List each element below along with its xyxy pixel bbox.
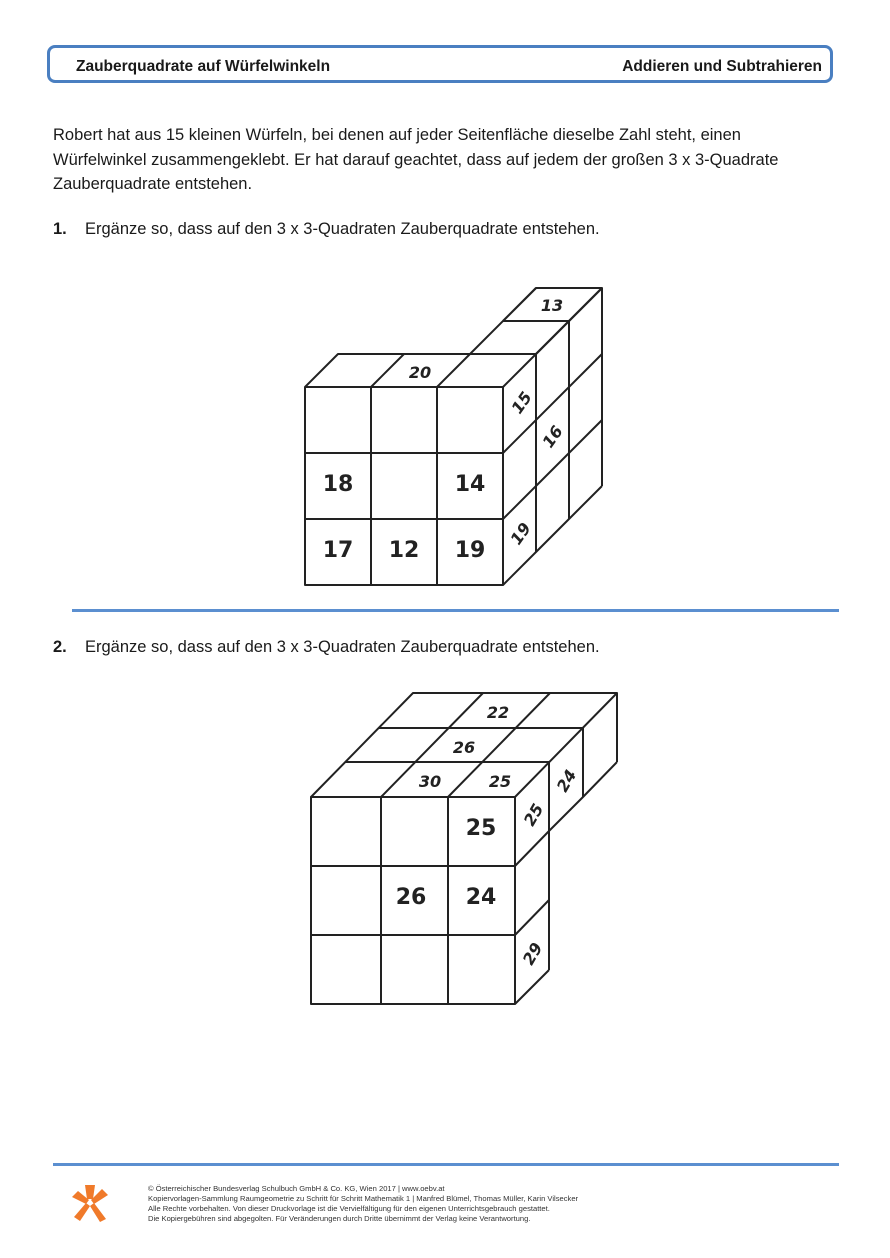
task-text: Ergänze so, dass auf den 3 x 3-Quadraten Zauberquadrate entstehen. [85, 220, 600, 238]
intro-line: Zauberquadrate entstehen. [53, 175, 253, 193]
top-label: 25 [488, 772, 512, 791]
footer-line: © Österreichischer Bundesverlag Schulbuch GmbH & Co. KG, Wien 2017 | www.oebv.at [148, 1184, 445, 1193]
top-label: 30 [418, 772, 442, 791]
tower-top-label: 13 [540, 296, 564, 315]
intro-line: Würfelwinkel zusammengeklebt. Er hat darauf geachtet, dass auf jedem der großen 3 x 3-Quadrate [53, 150, 779, 169]
header-title: Zauberquadrate auf Würfelwinkeln [76, 58, 331, 75]
side-label: 24 [552, 766, 581, 796]
side-label: 16 [538, 422, 567, 452]
front-cell: 18 [322, 472, 354, 497]
publisher-logo-icon [70, 1183, 110, 1223]
front-cell: 26 [395, 885, 427, 910]
front-cell: 17 [322, 538, 354, 563]
task-text: Ergänze so, dass auf den 3 x 3-Quadraten Zauberquadrate entstehen. [85, 638, 600, 656]
footer-line: Alle Rechte vorbehalten. Von dieser Druckvorlage ist die Vervielfältigung für den eigenen Unterrichtsgebrauch gestattet. [148, 1204, 550, 1213]
task-number: 2. [53, 638, 67, 656]
side-label: 19 [506, 519, 535, 549]
front-cell: 12 [388, 538, 420, 563]
footer-line: Kopiervorlagen-Sammlung Raumgeometrie zu Schritt für Schritt Mathematik 1 | Manfred Blümel, Thomas Müller, Karin Vilsecker [148, 1194, 579, 1203]
front-cell: 25 [465, 816, 497, 841]
side-label: 25 [519, 800, 548, 830]
task-number: 1. [53, 220, 67, 238]
side-label: 15 [507, 388, 536, 418]
footer-divider [53, 1163, 839, 1166]
top-label: 26 [452, 738, 476, 757]
front-cell: 14 [454, 472, 486, 497]
side-label: 29 [518, 939, 547, 969]
top-label: 22 [486, 703, 510, 722]
intro-line: Robert hat aus 15 kleinen Würfeln, bei denen auf jeder Seitenfläche dieselbe Zahl steht, einen [53, 126, 741, 144]
top-label: 20 [408, 363, 432, 382]
front-cell: 24 [465, 885, 497, 910]
front-cell: 19 [454, 538, 486, 563]
header-topic: Addieren und Subtrahieren [622, 58, 822, 75]
footer-text [148, 1184, 578, 1224]
footer-line: Die Kopiergebühren sind abgegolten. Für Veränderungen durch Dritte übernimmt der Verlag keine Verantwortung. [148, 1214, 531, 1223]
